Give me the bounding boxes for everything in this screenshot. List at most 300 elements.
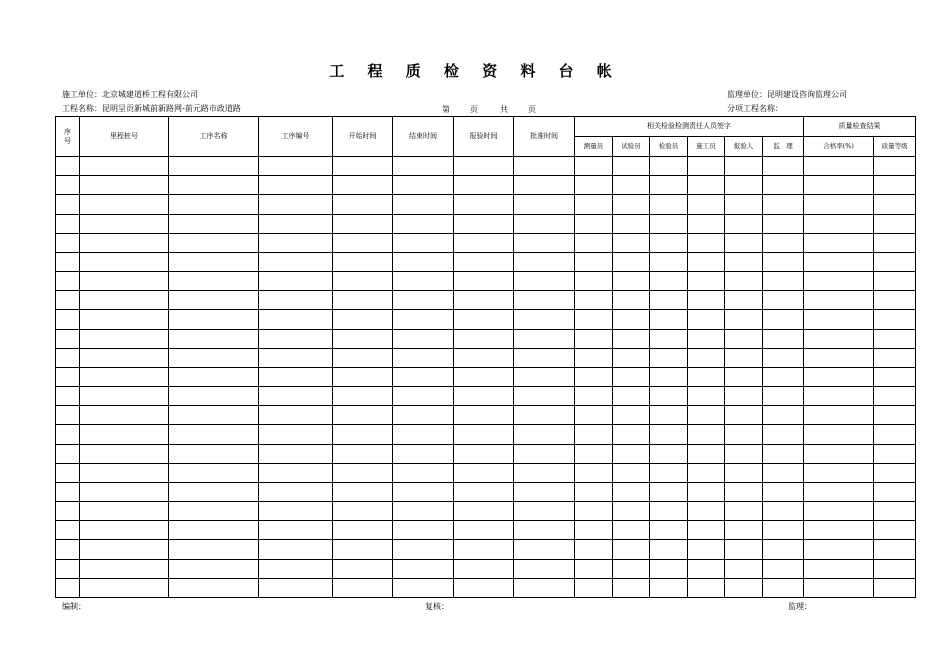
table-cell[interactable] <box>650 463 688 482</box>
table-cell[interactable] <box>393 329 454 348</box>
table-cell[interactable] <box>763 310 804 329</box>
table-cell[interactable] <box>393 157 454 176</box>
table-cell[interactable] <box>725 540 763 559</box>
table-cell[interactable] <box>688 444 725 463</box>
table-cell[interactable] <box>874 310 916 329</box>
table-cell[interactable] <box>454 214 514 233</box>
table-cell[interactable] <box>454 559 514 578</box>
table-cell[interactable] <box>650 559 688 578</box>
table-cell[interactable] <box>763 502 804 521</box>
table-cell[interactable] <box>575 578 613 597</box>
table-cell[interactable] <box>763 482 804 501</box>
table-cell[interactable] <box>169 463 259 482</box>
table-cell[interactable] <box>56 291 80 310</box>
table-cell[interactable] <box>454 406 514 425</box>
table-cell[interactable] <box>725 310 763 329</box>
table-cell[interactable] <box>725 406 763 425</box>
table-cell[interactable] <box>804 578 874 597</box>
table-cell[interactable] <box>725 329 763 348</box>
table-cell[interactable] <box>688 425 725 444</box>
table-cell[interactable] <box>80 482 169 501</box>
table-cell[interactable] <box>514 387 575 406</box>
table-cell[interactable] <box>725 367 763 386</box>
table-cell[interactable] <box>763 540 804 559</box>
table-cell[interactable] <box>874 387 916 406</box>
table-cell[interactable] <box>613 233 650 252</box>
table-cell[interactable] <box>575 425 613 444</box>
table-cell[interactable] <box>688 214 725 233</box>
table-cell[interactable] <box>575 310 613 329</box>
table-cell[interactable] <box>80 502 169 521</box>
table-cell[interactable] <box>725 559 763 578</box>
table-cell[interactable] <box>333 157 393 176</box>
table-cell[interactable] <box>804 482 874 501</box>
table-cell[interactable] <box>725 214 763 233</box>
table-cell[interactable] <box>80 176 169 195</box>
table-cell[interactable] <box>688 272 725 291</box>
table-cell[interactable] <box>874 425 916 444</box>
table-cell[interactable] <box>333 502 393 521</box>
table-cell[interactable] <box>804 502 874 521</box>
table-cell[interactable] <box>169 540 259 559</box>
table-cell[interactable] <box>333 176 393 195</box>
table-cell[interactable] <box>804 521 874 540</box>
table-cell[interactable] <box>259 540 333 559</box>
table-cell[interactable] <box>259 233 333 252</box>
table-cell[interactable] <box>333 195 393 214</box>
table-cell[interactable] <box>613 578 650 597</box>
table-cell[interactable] <box>804 291 874 310</box>
table-cell[interactable] <box>874 291 916 310</box>
table-cell[interactable] <box>804 310 874 329</box>
table-cell[interactable] <box>874 272 916 291</box>
table-cell[interactable] <box>725 502 763 521</box>
table-cell[interactable] <box>56 310 80 329</box>
table-cell[interactable] <box>393 195 454 214</box>
table-cell[interactable] <box>80 291 169 310</box>
table-cell[interactable] <box>259 482 333 501</box>
table-cell[interactable] <box>763 425 804 444</box>
table-cell[interactable] <box>763 559 804 578</box>
table-cell[interactable] <box>80 272 169 291</box>
table-cell[interactable] <box>874 157 916 176</box>
table-cell[interactable] <box>650 157 688 176</box>
table-cell[interactable] <box>169 559 259 578</box>
table-cell[interactable] <box>613 329 650 348</box>
table-cell[interactable] <box>650 329 688 348</box>
table-cell[interactable] <box>454 176 514 195</box>
table-cell[interactable] <box>650 521 688 540</box>
table-cell[interactable] <box>613 291 650 310</box>
table-cell[interactable] <box>575 387 613 406</box>
table-cell[interactable] <box>688 559 725 578</box>
table-cell[interactable] <box>169 406 259 425</box>
table-cell[interactable] <box>763 157 804 176</box>
table-cell[interactable] <box>393 425 454 444</box>
table-cell[interactable] <box>613 176 650 195</box>
table-cell[interactable] <box>56 502 80 521</box>
table-cell[interactable] <box>650 310 688 329</box>
table-cell[interactable] <box>650 252 688 271</box>
table-cell[interactable] <box>688 463 725 482</box>
table-cell[interactable] <box>688 176 725 195</box>
table-cell[interactable] <box>80 425 169 444</box>
table-cell[interactable] <box>650 348 688 367</box>
table-cell[interactable] <box>613 252 650 271</box>
table-cell[interactable] <box>688 521 725 540</box>
table-cell[interactable] <box>393 367 454 386</box>
table-cell[interactable] <box>514 195 575 214</box>
table-cell[interactable] <box>333 233 393 252</box>
table-cell[interactable] <box>804 406 874 425</box>
table-cell[interactable] <box>514 214 575 233</box>
table-cell[interactable] <box>613 406 650 425</box>
table-cell[interactable] <box>874 444 916 463</box>
table-cell[interactable] <box>874 214 916 233</box>
table-cell[interactable] <box>333 578 393 597</box>
table-cell[interactable] <box>56 272 80 291</box>
table-cell[interactable] <box>333 310 393 329</box>
table-cell[interactable] <box>725 272 763 291</box>
table-cell[interactable] <box>688 387 725 406</box>
table-cell[interactable] <box>650 176 688 195</box>
table-cell[interactable] <box>613 521 650 540</box>
table-cell[interactable] <box>169 502 259 521</box>
table-cell[interactable] <box>763 348 804 367</box>
table-cell[interactable] <box>393 444 454 463</box>
table-cell[interactable] <box>650 406 688 425</box>
table-cell[interactable] <box>575 272 613 291</box>
table-cell[interactable] <box>169 425 259 444</box>
table-cell[interactable] <box>650 387 688 406</box>
table-cell[interactable] <box>575 214 613 233</box>
table-cell[interactable] <box>688 291 725 310</box>
table-cell[interactable] <box>804 540 874 559</box>
table-cell[interactable] <box>454 252 514 271</box>
table-cell[interactable] <box>514 559 575 578</box>
table-cell[interactable] <box>169 367 259 386</box>
table-cell[interactable] <box>613 195 650 214</box>
table-cell[interactable] <box>575 195 613 214</box>
table-cell[interactable] <box>454 444 514 463</box>
table-cell[interactable] <box>725 425 763 444</box>
table-cell[interactable] <box>454 310 514 329</box>
table-cell[interactable] <box>454 521 514 540</box>
table-cell[interactable] <box>259 559 333 578</box>
table-cell[interactable] <box>259 348 333 367</box>
table-cell[interactable] <box>575 348 613 367</box>
table-cell[interactable] <box>393 540 454 559</box>
table-cell[interactable] <box>613 559 650 578</box>
table-cell[interactable] <box>56 444 80 463</box>
table-cell[interactable] <box>56 482 80 501</box>
table-cell[interactable] <box>575 367 613 386</box>
table-cell[interactable] <box>514 444 575 463</box>
table-cell[interactable] <box>688 252 725 271</box>
table-cell[interactable] <box>874 329 916 348</box>
table-cell[interactable] <box>393 252 454 271</box>
table-cell[interactable] <box>80 195 169 214</box>
table-cell[interactable] <box>613 214 650 233</box>
table-cell[interactable] <box>454 272 514 291</box>
table-cell[interactable] <box>725 578 763 597</box>
table-cell[interactable] <box>763 233 804 252</box>
table-cell[interactable] <box>613 310 650 329</box>
table-cell[interactable] <box>259 291 333 310</box>
table-cell[interactable] <box>575 502 613 521</box>
table-cell[interactable] <box>259 502 333 521</box>
table-cell[interactable] <box>169 444 259 463</box>
table-cell[interactable] <box>169 291 259 310</box>
table-cell[interactable] <box>804 348 874 367</box>
table-cell[interactable] <box>454 367 514 386</box>
table-cell[interactable] <box>514 233 575 252</box>
table-cell[interactable] <box>804 233 874 252</box>
table-cell[interactable] <box>874 502 916 521</box>
table-cell[interactable] <box>169 578 259 597</box>
table-cell[interactable] <box>514 578 575 597</box>
table-cell[interactable] <box>333 367 393 386</box>
table-cell[interactable] <box>514 291 575 310</box>
table-cell[interactable] <box>259 310 333 329</box>
table-cell[interactable] <box>333 425 393 444</box>
table-cell[interactable] <box>333 463 393 482</box>
table-cell[interactable] <box>613 444 650 463</box>
table-cell[interactable] <box>80 444 169 463</box>
table-cell[interactable] <box>333 521 393 540</box>
table-cell[interactable] <box>763 329 804 348</box>
table-cell[interactable] <box>613 463 650 482</box>
table-cell[interactable] <box>80 214 169 233</box>
table-cell[interactable] <box>333 214 393 233</box>
table-cell[interactable] <box>169 233 259 252</box>
table-cell[interactable] <box>688 406 725 425</box>
table-cell[interactable] <box>575 291 613 310</box>
table-cell[interactable] <box>56 195 80 214</box>
table-cell[interactable] <box>575 233 613 252</box>
table-cell[interactable] <box>763 176 804 195</box>
table-cell[interactable] <box>454 157 514 176</box>
table-cell[interactable] <box>874 176 916 195</box>
table-cell[interactable] <box>763 195 804 214</box>
table-cell[interactable] <box>393 176 454 195</box>
table-cell[interactable] <box>725 444 763 463</box>
table-cell[interactable] <box>56 578 80 597</box>
table-cell[interactable] <box>575 406 613 425</box>
table-cell[interactable] <box>454 540 514 559</box>
table-cell[interactable] <box>688 502 725 521</box>
table-cell[interactable] <box>514 252 575 271</box>
table-cell[interactable] <box>804 387 874 406</box>
table-cell[interactable] <box>725 387 763 406</box>
table-cell[interactable] <box>333 329 393 348</box>
table-cell[interactable] <box>763 406 804 425</box>
table-cell[interactable] <box>514 310 575 329</box>
table-cell[interactable] <box>80 367 169 386</box>
table-cell[interactable] <box>804 272 874 291</box>
table-cell[interactable] <box>514 425 575 444</box>
table-cell[interactable] <box>514 157 575 176</box>
table-cell[interactable] <box>763 444 804 463</box>
table-cell[interactable] <box>688 157 725 176</box>
table-cell[interactable] <box>393 502 454 521</box>
table-cell[interactable] <box>80 540 169 559</box>
table-cell[interactable] <box>514 329 575 348</box>
table-cell[interactable] <box>725 482 763 501</box>
table-cell[interactable] <box>613 502 650 521</box>
table-cell[interactable] <box>56 463 80 482</box>
table-cell[interactable] <box>80 387 169 406</box>
table-cell[interactable] <box>259 195 333 214</box>
table-cell[interactable] <box>169 310 259 329</box>
table-cell[interactable] <box>725 157 763 176</box>
table-cell[interactable] <box>514 176 575 195</box>
table-cell[interactable] <box>393 559 454 578</box>
table-cell[interactable] <box>874 252 916 271</box>
table-cell[interactable] <box>454 291 514 310</box>
table-cell[interactable] <box>725 463 763 482</box>
table-cell[interactable] <box>725 291 763 310</box>
table-cell[interactable] <box>688 195 725 214</box>
table-cell[interactable] <box>514 348 575 367</box>
table-cell[interactable] <box>650 578 688 597</box>
table-cell[interactable] <box>56 521 80 540</box>
table-cell[interactable] <box>56 540 80 559</box>
table-cell[interactable] <box>763 272 804 291</box>
table-cell[interactable] <box>56 176 80 195</box>
table-cell[interactable] <box>169 329 259 348</box>
table-cell[interactable] <box>804 214 874 233</box>
table-cell[interactable] <box>725 176 763 195</box>
table-cell[interactable] <box>575 444 613 463</box>
table-cell[interactable] <box>514 502 575 521</box>
table-cell[interactable] <box>650 272 688 291</box>
table-cell[interactable] <box>454 348 514 367</box>
table-cell[interactable] <box>874 521 916 540</box>
table-cell[interactable] <box>613 425 650 444</box>
table-cell[interactable] <box>725 252 763 271</box>
table-cell[interactable] <box>56 425 80 444</box>
table-cell[interactable] <box>650 233 688 252</box>
table-cell[interactable] <box>874 367 916 386</box>
table-cell[interactable] <box>169 195 259 214</box>
table-cell[interactable] <box>613 348 650 367</box>
table-cell[interactable] <box>259 176 333 195</box>
table-cell[interactable] <box>259 444 333 463</box>
table-cell[interactable] <box>613 272 650 291</box>
table-cell[interactable] <box>650 291 688 310</box>
table-cell[interactable] <box>56 214 80 233</box>
table-cell[interactable] <box>804 463 874 482</box>
table-cell[interactable] <box>393 272 454 291</box>
table-cell[interactable] <box>454 463 514 482</box>
table-cell[interactable] <box>804 195 874 214</box>
table-cell[interactable] <box>80 157 169 176</box>
table-cell[interactable] <box>393 578 454 597</box>
table-cell[interactable] <box>333 252 393 271</box>
table-cell[interactable] <box>613 367 650 386</box>
table-cell[interactable] <box>169 387 259 406</box>
table-cell[interactable] <box>650 367 688 386</box>
table-cell[interactable] <box>804 444 874 463</box>
table-cell[interactable] <box>393 387 454 406</box>
table-cell[interactable] <box>688 578 725 597</box>
table-cell[interactable] <box>688 310 725 329</box>
table-cell[interactable] <box>514 463 575 482</box>
table-cell[interactable] <box>333 291 393 310</box>
table-cell[interactable] <box>575 176 613 195</box>
table-cell[interactable] <box>804 157 874 176</box>
table-cell[interactable] <box>514 482 575 501</box>
table-cell[interactable] <box>763 367 804 386</box>
table-cell[interactable] <box>333 444 393 463</box>
table-cell[interactable] <box>688 367 725 386</box>
table-cell[interactable] <box>333 406 393 425</box>
table-cell[interactable] <box>688 482 725 501</box>
table-cell[interactable] <box>650 502 688 521</box>
table-cell[interactable] <box>613 387 650 406</box>
table-cell[interactable] <box>333 559 393 578</box>
table-cell[interactable] <box>575 463 613 482</box>
table-cell[interactable] <box>259 406 333 425</box>
table-cell[interactable] <box>650 540 688 559</box>
table-cell[interactable] <box>169 214 259 233</box>
table-cell[interactable] <box>763 291 804 310</box>
table-cell[interactable] <box>56 348 80 367</box>
table-cell[interactable] <box>393 214 454 233</box>
table-cell[interactable] <box>575 252 613 271</box>
table-cell[interactable] <box>874 233 916 252</box>
table-cell[interactable] <box>56 329 80 348</box>
table-cell[interactable] <box>725 521 763 540</box>
table-cell[interactable] <box>874 540 916 559</box>
table-cell[interactable] <box>688 329 725 348</box>
table-cell[interactable] <box>874 482 916 501</box>
table-cell[interactable] <box>804 176 874 195</box>
table-cell[interactable] <box>725 233 763 252</box>
table-cell[interactable] <box>575 540 613 559</box>
table-cell[interactable] <box>393 406 454 425</box>
table-cell[interactable] <box>80 252 169 271</box>
table-cell[interactable] <box>804 329 874 348</box>
table-cell[interactable] <box>80 329 169 348</box>
table-cell[interactable] <box>259 214 333 233</box>
table-cell[interactable] <box>650 482 688 501</box>
table-cell[interactable] <box>80 521 169 540</box>
table-cell[interactable] <box>514 367 575 386</box>
table-cell[interactable] <box>393 310 454 329</box>
table-cell[interactable] <box>454 329 514 348</box>
table-cell[interactable] <box>454 233 514 252</box>
table-cell[interactable] <box>56 157 80 176</box>
table-cell[interactable] <box>333 272 393 291</box>
table-cell[interactable] <box>874 406 916 425</box>
table-cell[interactable] <box>804 252 874 271</box>
table-cell[interactable] <box>514 521 575 540</box>
table-cell[interactable] <box>56 559 80 578</box>
table-cell[interactable] <box>333 387 393 406</box>
table-cell[interactable] <box>763 521 804 540</box>
table-cell[interactable] <box>259 367 333 386</box>
table-cell[interactable] <box>874 195 916 214</box>
table-cell[interactable] <box>333 540 393 559</box>
table-cell[interactable] <box>393 348 454 367</box>
table-cell[interactable] <box>454 425 514 444</box>
table-cell[interactable] <box>259 463 333 482</box>
table-cell[interactable] <box>80 348 169 367</box>
table-cell[interactable] <box>393 291 454 310</box>
table-cell[interactable] <box>56 387 80 406</box>
